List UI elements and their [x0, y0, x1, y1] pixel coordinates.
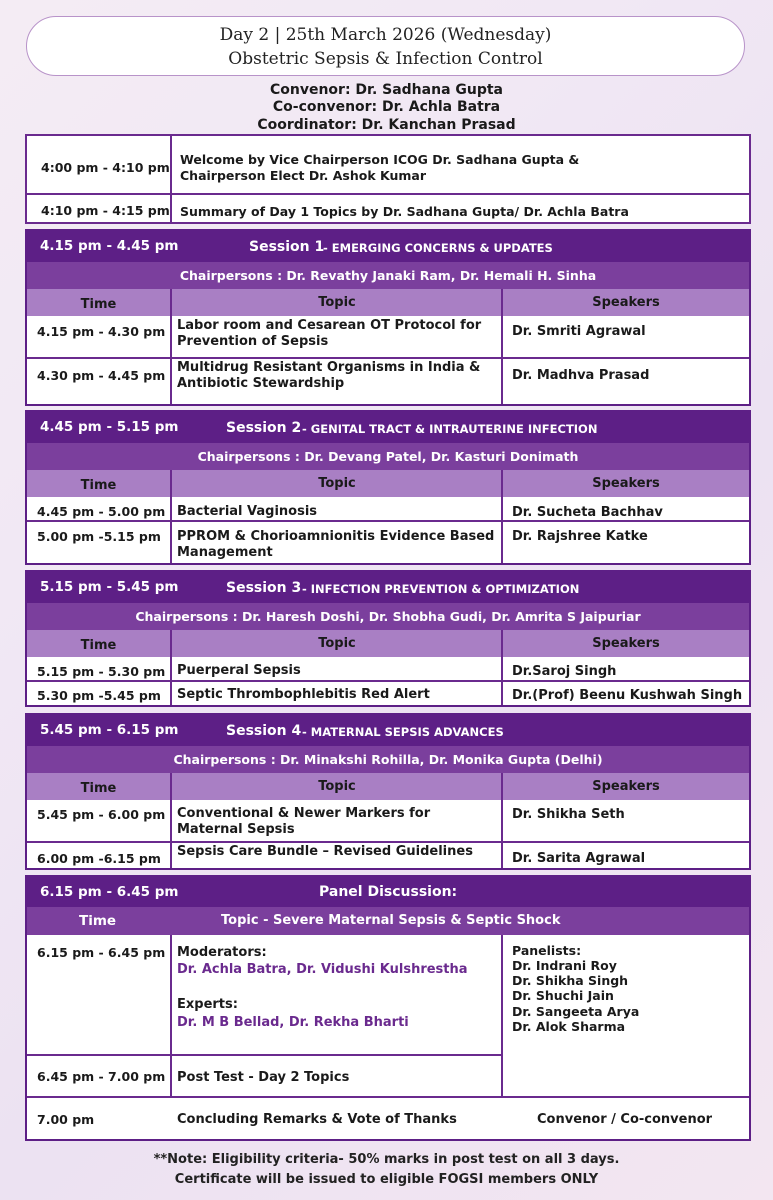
experts: Dr. M B Bellad, Dr. Rekha Bharti [177, 1015, 409, 1030]
col-time: Time [80, 781, 117, 796]
experts-label: Experts: [177, 997, 238, 1012]
session-block [25, 713, 751, 870]
day-date: Day 2 | 25th March 2026 (Wednesday) [219, 25, 552, 45]
intro-time: 4:10 pm - 4:15 pm [41, 203, 170, 218]
session-label: Session 3 [226, 580, 302, 596]
note-certificate: Certificate will be issued to eligible FOGSI members ONLY [174, 1172, 599, 1187]
panelist: Dr. Sangeeta Arya [512, 1004, 640, 1019]
row-time: 4.15 pm - 4.30 pm [37, 324, 166, 339]
col-speakers: Speakers [592, 779, 660, 794]
convenor: Convenor: Dr. Sadhana Gupta [269, 82, 504, 98]
row-topic: Bacterial Vaginosis [177, 504, 318, 519]
panel-topic: Topic - Severe Maternal Sepsis & Septic Shock [221, 913, 561, 928]
panel-subheader [27, 907, 749, 935]
session-chairpersons [27, 443, 749, 470]
column-headers [27, 773, 749, 800]
col-time: Time [80, 638, 117, 653]
row-time: 6.00 pm -6.15 pm [37, 851, 161, 866]
col-topic: Topic [318, 476, 356, 491]
closing-time: 7.00 pm [37, 1112, 95, 1127]
post-test-text: Post Test - Day 2 Topics [177, 1070, 350, 1085]
col-speakers: Speakers [592, 636, 660, 651]
panel-time: 6.15 pm - 6.45 pm [40, 884, 179, 900]
row-time: 4.30 pm - 4.45 pm [37, 368, 166, 383]
day-theme: Obstetric Sepsis & Infection Control [228, 49, 543, 69]
session-title: - EMERGING CONCERNS & UPDATES [323, 241, 553, 255]
moderators-label: Moderators: [177, 945, 267, 960]
row-speaker: Dr. Sucheta Bachhav [512, 505, 663, 520]
row-speaker: Dr. Smriti Agrawal [512, 324, 646, 339]
row-topic: Conventional & Newer Markers for Maternal Sepsis [177, 806, 431, 837]
session-label: Session 4 [226, 723, 302, 739]
session-chairpersons [27, 746, 749, 773]
panelist: Dr. Shikha Singh [512, 973, 629, 988]
coconvenor: Co-convenor: Dr. Achla Batra [272, 99, 501, 115]
row-topic: Puerperal Sepsis [177, 663, 301, 678]
intro-text: Welcome by Vice Chairperson ICOG Dr. Sadhana Gupta & Chairperson Elect Dr. Ashok Kumar [180, 152, 580, 183]
col-time: Time [80, 297, 117, 312]
row-speaker: Dr.(Prof) Beenu Kushwah Singh [512, 688, 743, 703]
session-time: 5.15 pm - 5.45 pm [40, 579, 179, 595]
panelist: Dr. Shuchi Jain [512, 988, 614, 1003]
col-speakers: Speakers [592, 476, 660, 491]
session-time: 4.15 pm - 4.45 pm [40, 238, 179, 254]
row-speaker: Dr.Saroj Singh [512, 664, 617, 679]
session-label: Session 2 [226, 420, 302, 436]
session-time: 5.45 pm - 6.15 pm [40, 722, 179, 738]
col-time: Time [80, 478, 117, 493]
chairpersons-text: Chairpersons : Dr. Devang Patel, Dr. Kasturi Donimath [197, 449, 579, 464]
session-title: - MATERNAL SEPSIS ADVANCES [302, 725, 504, 739]
row-time: 5.45 pm - 6.00 pm [37, 807, 166, 822]
row-topic: Sepsis Care Bundle – Revised Guidelines [177, 844, 473, 859]
row-time: 5.15 pm - 5.30 pm [37, 664, 166, 679]
session-header [27, 715, 749, 746]
row-speaker: Dr. Shikha Seth [512, 807, 625, 822]
post-test-time: 6.45 pm - 7.00 pm [37, 1069, 166, 1084]
session-header [27, 572, 749, 603]
row-speaker: Dr. Rajshree Katke [512, 529, 648, 544]
row-speaker: Dr. Sarita Agrawal [512, 851, 646, 866]
panel-header [27, 877, 749, 907]
row-time: 4.45 pm - 5.00 pm [37, 504, 166, 519]
session-title: - GENITAL TRACT & INTRAUTERINE INFECTION [302, 422, 598, 436]
day-header [26, 16, 745, 76]
session-block [25, 570, 751, 707]
chairpersons-text: Chairpersons : Dr. Haresh Doshi, Dr. Shobha Gudi, Dr. Amrita S Jaipuriar [135, 609, 641, 624]
closing-text: Concluding Remarks & Vote of Thanks [177, 1112, 457, 1127]
session-header [27, 231, 749, 262]
row-topic: Septic Thrombophlebitis Red Alert [177, 687, 430, 702]
row-time: 5.00 pm -5.15 pm [37, 529, 161, 544]
col-topic: Topic [318, 295, 356, 310]
column-headers [27, 630, 749, 657]
session-block [25, 410, 751, 565]
col-speakers: Speakers [592, 295, 660, 310]
col-topic: Topic [318, 636, 356, 651]
closing-by: Convenor / Co-convenor [537, 1112, 713, 1127]
moderators: Dr. Achla Batra, Dr. Vidushi Kulshrestha [177, 962, 468, 977]
chairpersons-text: Chairpersons : Dr. Minakshi Rohilla, Dr. Monika Gupta (Delhi) [173, 752, 603, 767]
panel-block [25, 875, 751, 1141]
row-speaker: Dr. Madhva Prasad [512, 368, 650, 383]
column-headers [27, 289, 749, 316]
intro-table [25, 134, 751, 224]
row-topic: Labor room and Cesarean OT Protocol for Prevention of Sepsis [177, 318, 482, 349]
session-chairpersons [27, 262, 749, 289]
col-topic: Topic [318, 779, 356, 794]
row-topic: Multidrug Resistant Organisms in India & Antibiotic Stewardship [177, 360, 481, 391]
panel-title: Panel Discussion: [319, 884, 458, 900]
row-time: 5.30 pm -5.45 pm [37, 688, 161, 703]
chairpersons-text: Chairpersons : Dr. Revathy Janaki Ram, Dr. Hemali H. Sinha [179, 268, 597, 283]
note-eligibility: **Note: Eligibility criteria- 50% marks in post test on all 3 days. [153, 1152, 620, 1167]
panelist: Dr. Indrani Roy [512, 958, 617, 973]
panelists-label: Panelists: [512, 943, 582, 958]
panel-row-time: 6.15 pm - 6.45 pm [37, 945, 166, 960]
session-title: - INFECTION PREVENTION & OPTIMIZATION [302, 582, 580, 596]
session-block [25, 229, 751, 406]
panel-col-time: Time [79, 913, 117, 929]
column-headers [27, 470, 749, 497]
intro-time: 4:00 pm - 4:10 pm [41, 160, 170, 175]
row-topic: PPROM & Chorioamnionitis Evidence Based Management [177, 529, 495, 560]
session-header [27, 412, 749, 443]
session-chairpersons [27, 603, 749, 630]
session-label: Session 1 [249, 239, 325, 255]
coordinator: Coordinator: Dr. Kanchan Prasad [257, 117, 516, 133]
intro-text: Summary of Day 1 Topics by Dr. Sadhana Gupta/ Dr. Achla Batra [180, 204, 629, 219]
session-time: 4.45 pm - 5.15 pm [40, 419, 179, 435]
panelist: Dr. Alok Sharma [512, 1019, 626, 1034]
